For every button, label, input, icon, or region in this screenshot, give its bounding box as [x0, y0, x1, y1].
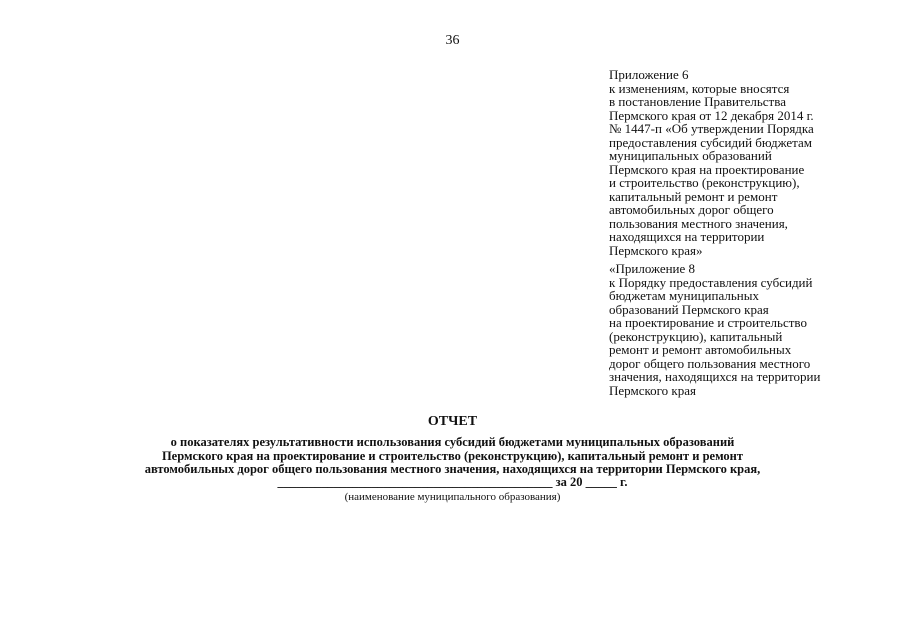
- appendix-8-line: бюджетам муниципальных: [609, 288, 759, 303]
- appendix-6-block: [609, 68, 879, 257]
- appendix-6-line: в постановление Правительства: [609, 94, 786, 109]
- report-title: ОТЧЕТ: [427, 414, 478, 429]
- appendix-8-line: (реконструкцию), капитальный: [609, 328, 783, 344]
- appendix-8-line: образований Пермского края: [609, 301, 769, 317]
- report-subtitle-line: автомобильных дорог общего пользования местного значения, находящихся на территории Пермского края,: [144, 462, 761, 477]
- report-subtitle-line: о показателях результативности использования субсидий бюджетами муниципальных образований: [170, 435, 735, 449]
- appendix-6-line: № 1447-п «Об утверждении Порядка: [609, 121, 814, 136]
- appendix-8-line: на проектирование и строительство: [609, 315, 807, 330]
- appendix-6-line: капитальный ремонт и ремонт: [609, 188, 778, 204]
- appendix-6-line: предоставления субсидий бюджетам: [609, 134, 812, 150]
- appendix-6-line: муниципальных образований: [609, 148, 772, 163]
- appendix-8-line: ремонт и ремонт автомобильных: [609, 342, 792, 357]
- municipality-name-caption: (наименование муниципального образования): [344, 491, 561, 503]
- appendix-6-line: Приложение 6: [609, 67, 689, 82]
- report-subtitle-line: Пермского края на проектирование и строительство (реконструкцию), капитальный ремонт и ремонт: [161, 448, 744, 463]
- report-period-line: ____________________________________________ за 20 _____ г.: [277, 475, 628, 489]
- appendix-6-line: Пермского края от 12 декабря 2014 г.: [609, 107, 814, 123]
- appendix-6-line: автомобильных дорог общего: [609, 202, 774, 217]
- appendix-6-line: к изменениям, которые вносятся: [609, 80, 790, 96]
- appendix-6-line: пользования местного значения,: [609, 215, 788, 231]
- page-number: 36: [445, 33, 460, 48]
- report-subtitle: [0, 436, 905, 477]
- appendix-8-line: к Порядку предоставления субсидий: [609, 274, 813, 290]
- appendix-8-line: Пермского края: [609, 382, 696, 398]
- appendix-6-line: Пермского края»: [609, 242, 703, 258]
- appendix-6-line: находящихся на территории: [609, 229, 765, 244]
- appendix-8-block: [609, 262, 879, 397]
- appendix-8-line: значения, находящихся на территории: [609, 369, 821, 384]
- appendix-6-line: и строительство (реконструкцию),: [609, 175, 800, 190]
- appendix-8-line: дорог общего пользования местного: [609, 355, 811, 371]
- appendix-8-line: «Приложение 8: [609, 261, 696, 276]
- appendix-6-line: Пермского края на проектирование: [609, 161, 805, 177]
